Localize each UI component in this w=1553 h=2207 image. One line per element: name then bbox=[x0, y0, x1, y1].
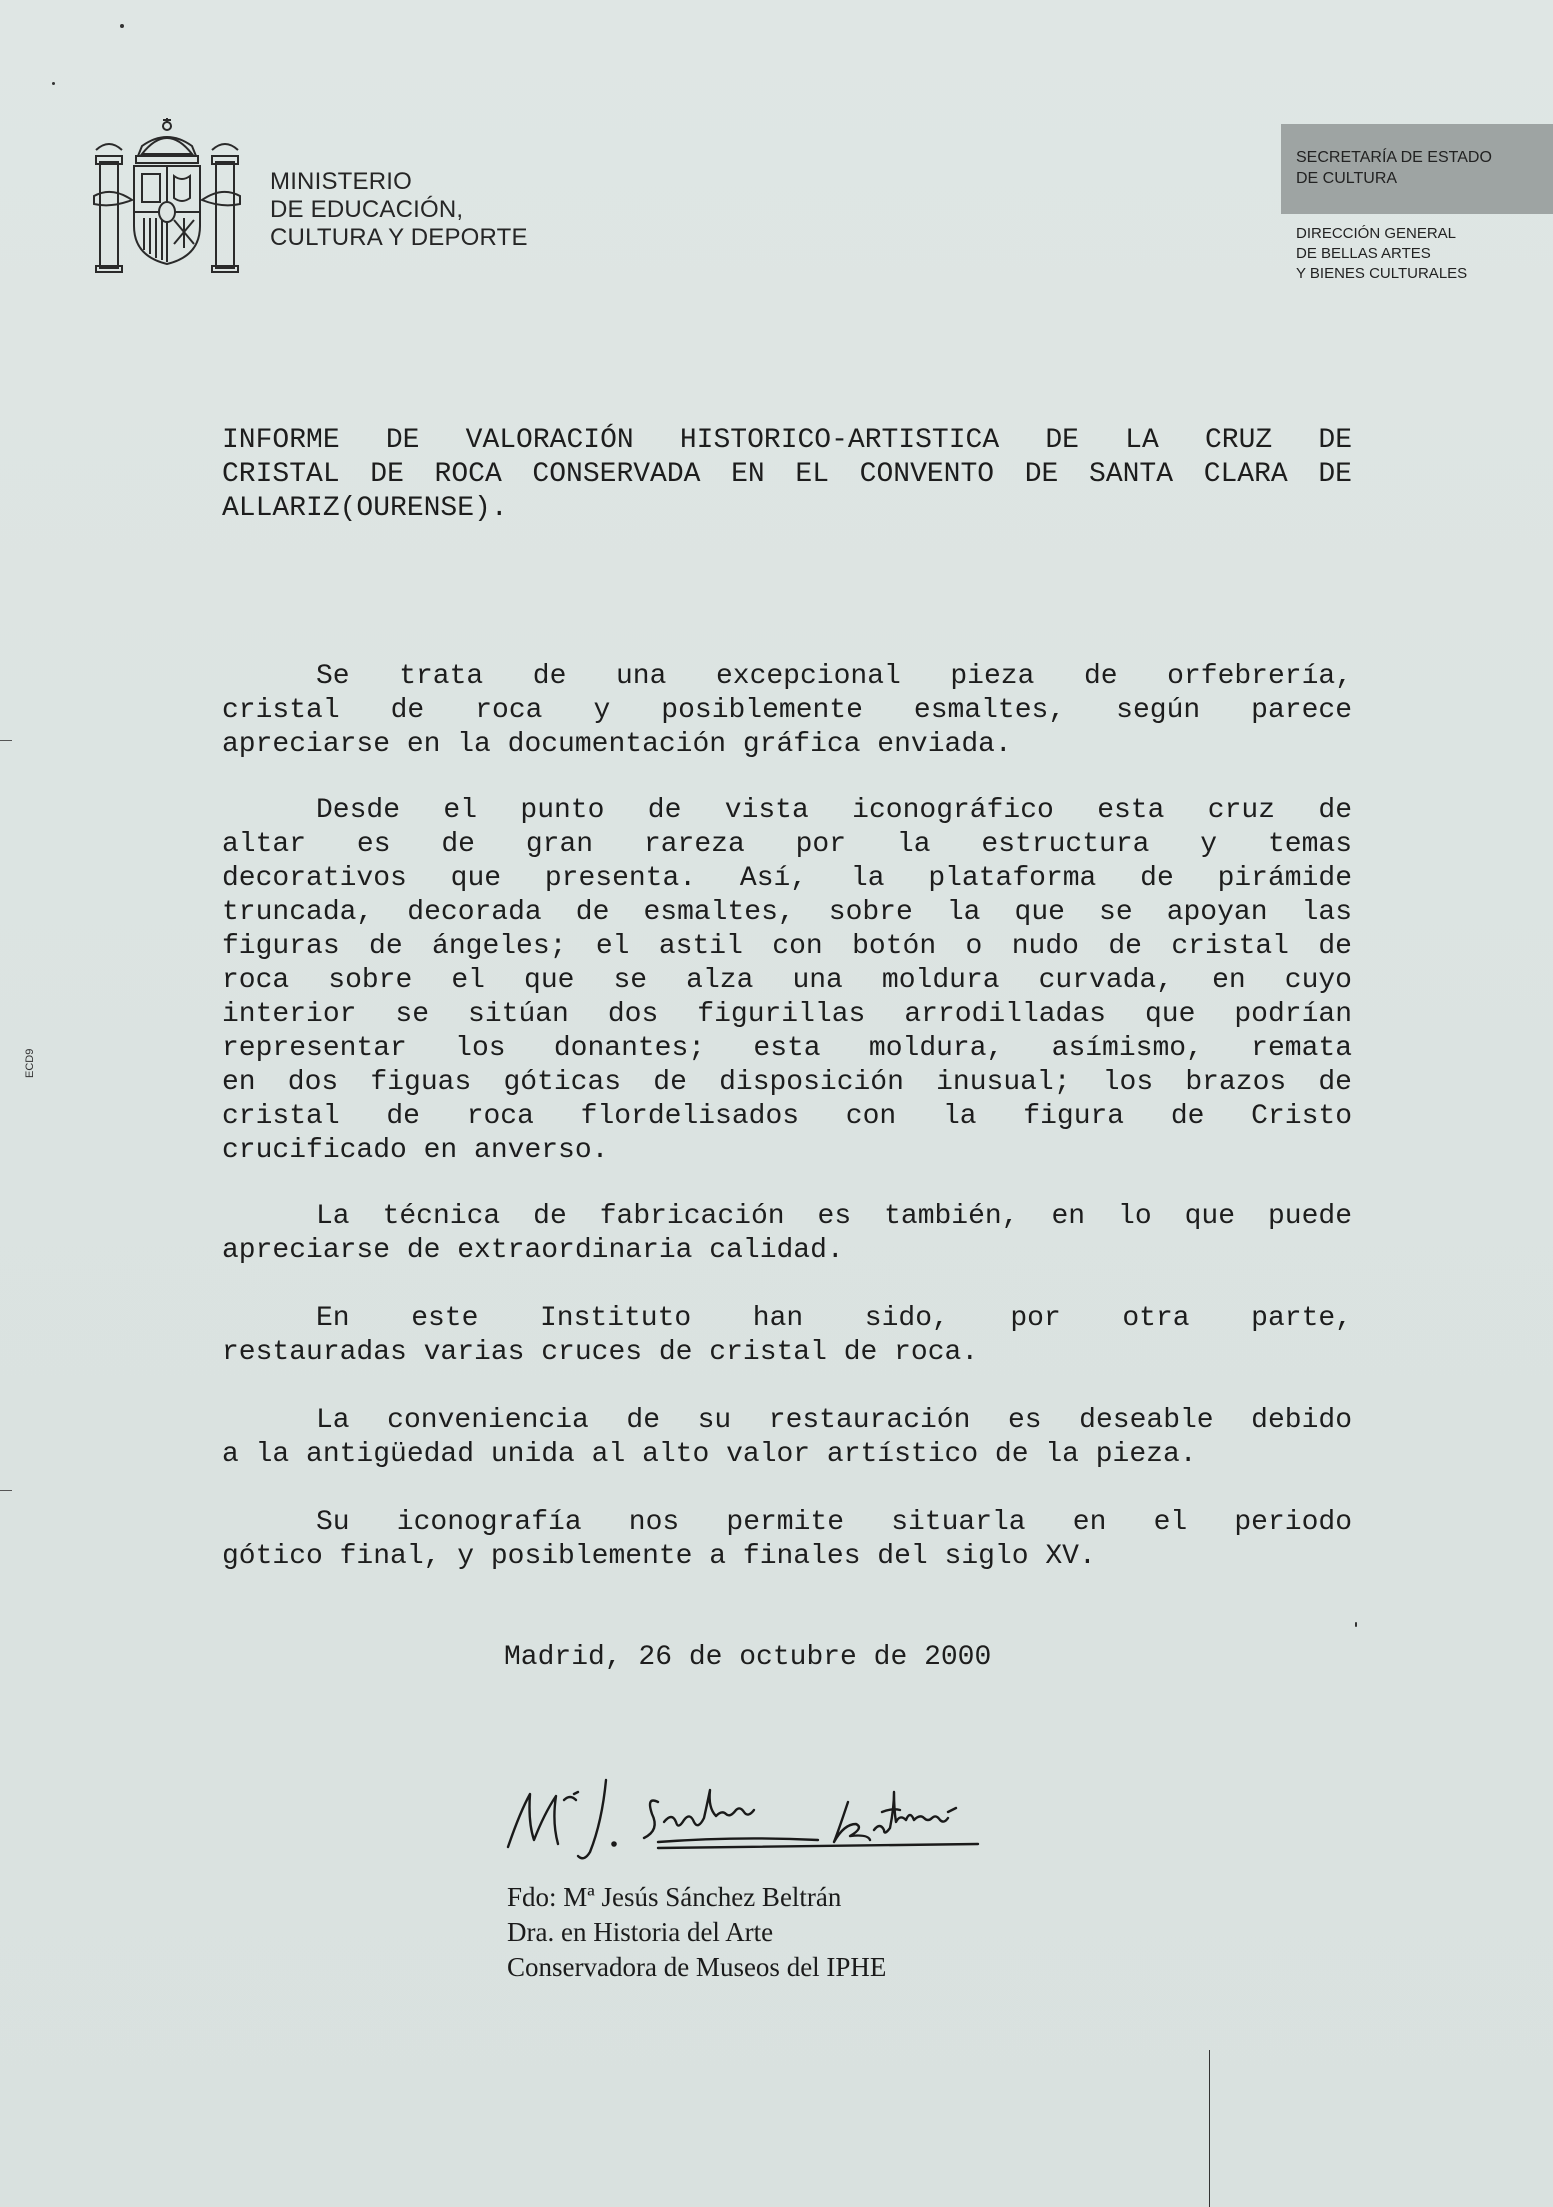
secretaria-line: SECRETARÍA DE ESTADO bbox=[1296, 149, 1492, 166]
handwritten-signature bbox=[478, 1752, 998, 1872]
fold-mark bbox=[0, 1490, 12, 1491]
signatory-degree: Dra. en Historia del Arte bbox=[507, 1917, 774, 1947]
margin-rule bbox=[1209, 2050, 1210, 2207]
paragraph-line: decorativos que presenta. Así, la plataforma de pirámide bbox=[222, 863, 1352, 894]
signatory-block bbox=[507, 1880, 886, 1985]
paragraph-line: La técnica de fabricación es también, en lo que puede bbox=[316, 1201, 1352, 1232]
paragraph-2 bbox=[222, 794, 1352, 1168]
paragraph-line: En este Instituto han sido, por otra parte, bbox=[316, 1303, 1352, 1334]
scan-speck bbox=[52, 82, 55, 85]
ministry-name bbox=[270, 168, 528, 252]
paragraph-line: La conveniencia de su restauración es deseable debido bbox=[316, 1405, 1352, 1436]
signatory-position: Conservadora de Museos del IPHE bbox=[507, 1952, 887, 1982]
paragraph-4 bbox=[222, 1302, 1352, 1370]
paragraph-line: apreciarse en la documentación gráfica enviada. bbox=[222, 729, 1012, 760]
paragraph-line: Desde el punto de vista iconográfico esta cruz de bbox=[316, 795, 1352, 826]
fold-mark bbox=[0, 740, 12, 741]
title-line: INFORME DE VALORACIÓN HISTORICO-ARTISTICA DE LA CRUZ DE bbox=[222, 425, 1352, 456]
paragraph-line: roca sobre el que se alza una moldura curvada, en cuyo bbox=[222, 965, 1352, 996]
paragraph-line: cristal de roca y posiblemente esmaltes, según parece bbox=[222, 695, 1352, 726]
coat-of-arms-icon bbox=[92, 116, 242, 274]
paragraph-line: representar los donantes; esta moldura, asímismo, remata bbox=[222, 1033, 1352, 1064]
paragraph-3 bbox=[222, 1200, 1352, 1268]
title-line: CRISTAL DE ROCA CONSERVADA EN EL CONVENTO DE SANTA CLARA DE bbox=[222, 459, 1352, 490]
place-date: Madrid, 26 de octubre de 2000 bbox=[504, 1642, 992, 1673]
paragraph-line: figuras de ángeles; el astil con botón o nudo de cristal de bbox=[222, 931, 1352, 962]
direccion-line: Y BIENES CULTURALES bbox=[1296, 265, 1468, 282]
ministry-line: DE EDUCACIÓN, bbox=[270, 196, 464, 223]
ministry-line: CULTURA Y DEPORTE bbox=[270, 224, 528, 251]
paragraph-6 bbox=[222, 1506, 1352, 1574]
direccion-line: DE BELLAS ARTES bbox=[1296, 245, 1431, 262]
paragraph-line: crucificado en anverso. bbox=[222, 1135, 609, 1166]
paragraph-line: altar es de gran rareza por la estructura y temas bbox=[222, 829, 1352, 860]
paragraph-5 bbox=[222, 1404, 1352, 1472]
title-line: ALLARIZ(OURENSE). bbox=[222, 493, 508, 524]
scan-speck bbox=[1355, 1622, 1357, 1627]
paragraph-line: interior se sitúan dos figurillas arrodilladas que podrían bbox=[222, 999, 1352, 1030]
direccion-general-name bbox=[1296, 224, 1467, 284]
margin-code: ECD9 bbox=[24, 1048, 36, 1078]
secretaria-name bbox=[1296, 147, 1492, 189]
paragraph-line: a la antigüedad unida al alto valor artístico de la pieza. bbox=[222, 1439, 1197, 1470]
secretaria-line: DE CULTURA bbox=[1296, 170, 1398, 187]
paragraph-line: truncada, decorada de esmaltes, sobre la que se apoyan las bbox=[222, 897, 1352, 928]
paragraph-line: Se trata de una excepcional pieza de orfebrería, bbox=[316, 661, 1352, 692]
ministry-line: MINISTERIO bbox=[270, 168, 413, 195]
paragraph-line: en dos figuas góticas de disposición inusual; los brazos de bbox=[222, 1067, 1352, 1098]
signatory-name: Fdo: Mª Jesús Sánchez Beltrán bbox=[507, 1882, 842, 1912]
scan-speck bbox=[120, 24, 124, 28]
paragraph-1 bbox=[222, 660, 1352, 762]
paragraph-line: apreciarse de extraordinaria calidad. bbox=[222, 1235, 844, 1266]
paragraph-line: gótico final, y posiblemente a finales del siglo XV. bbox=[222, 1541, 1096, 1572]
paragraph-line: cristal de roca flordelisados con la figura de Cristo bbox=[222, 1101, 1352, 1132]
paragraph-line: Su iconografía nos permite situarla en el periodo bbox=[316, 1507, 1352, 1538]
report-title bbox=[222, 424, 1352, 526]
direccion-line: DIRECCIÓN GENERAL bbox=[1296, 225, 1457, 242]
paragraph-line: restauradas varias cruces de cristal de roca. bbox=[222, 1337, 979, 1368]
